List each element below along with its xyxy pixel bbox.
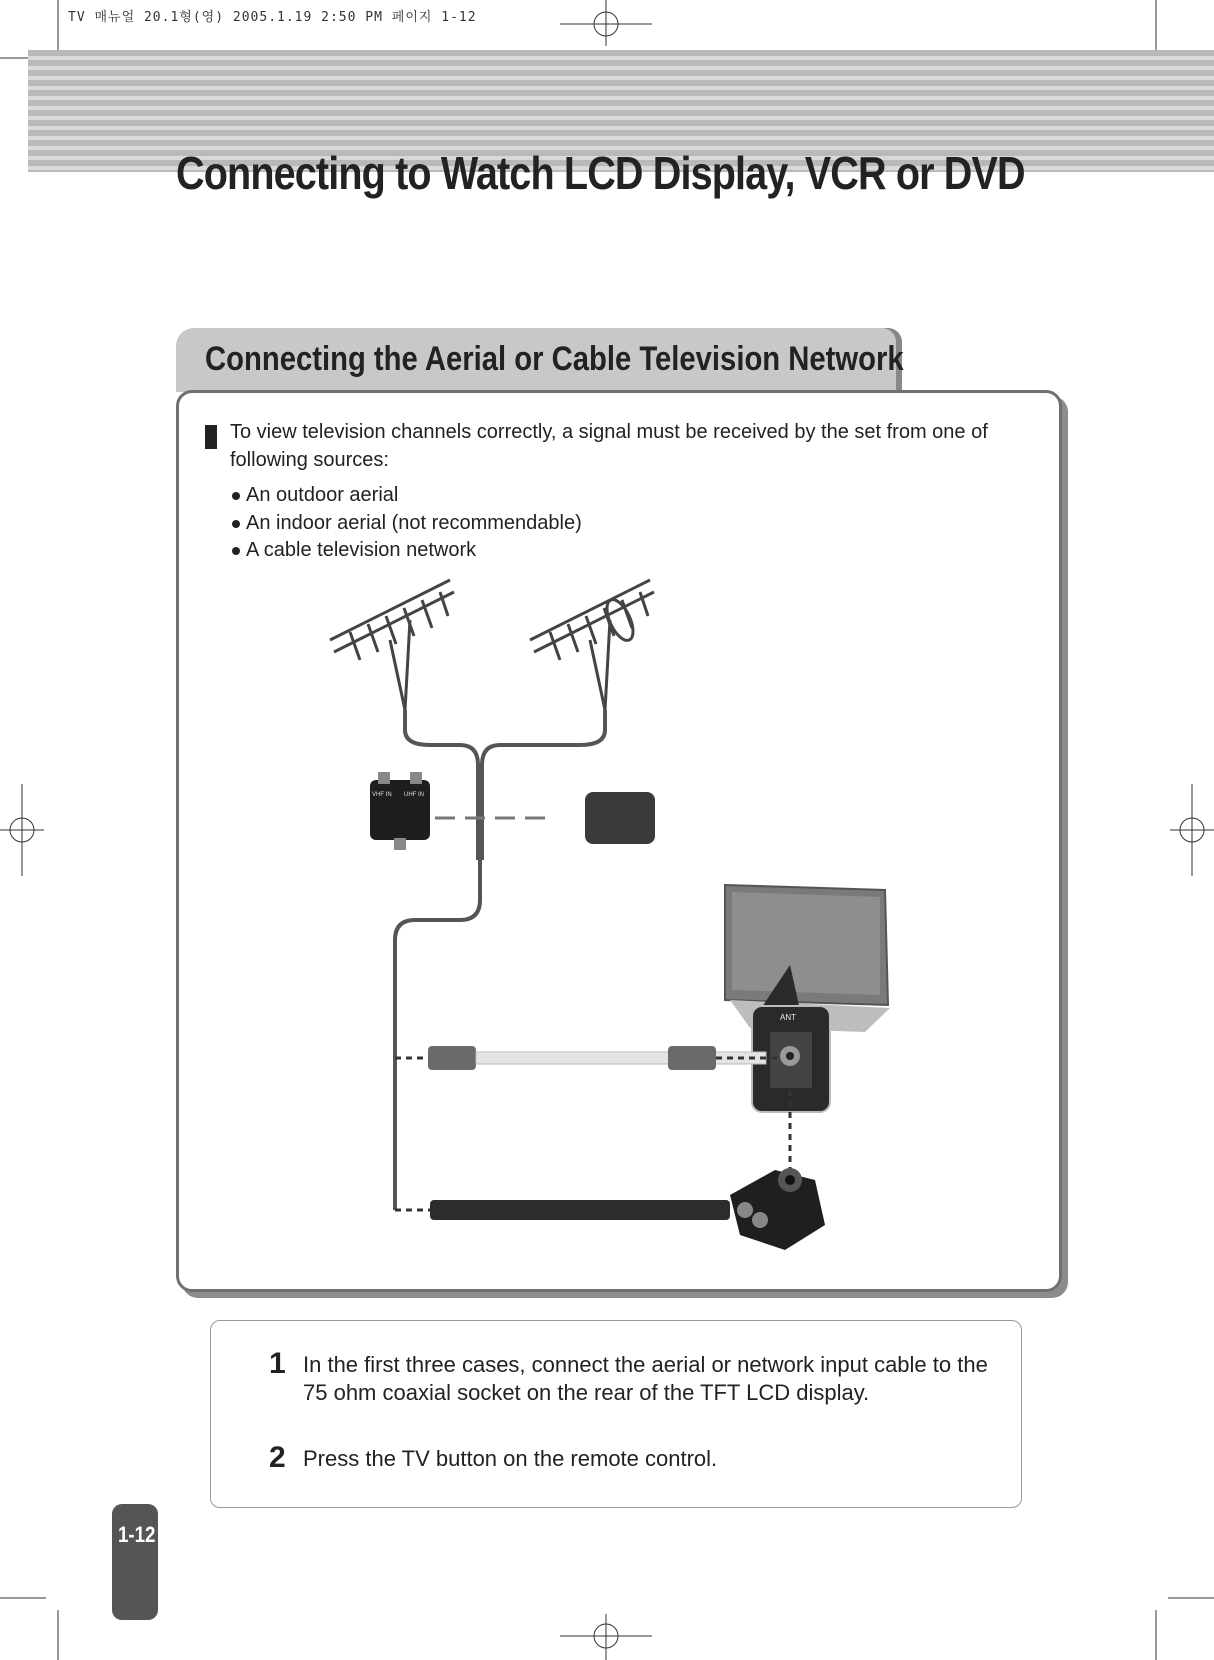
bullet-text: A cable television network (246, 539, 477, 561)
page-title: Connecting to Watch LCD Display, VCR or DVD (176, 147, 1025, 199)
bullet-dot-icon (232, 547, 240, 555)
bullet-text: An outdoor aerial (246, 484, 399, 506)
cable-box-icon (585, 792, 655, 844)
step-number: 1 (269, 1347, 286, 1380)
uhf-in-label: UHF IN (404, 792, 424, 798)
step-text: In the first three cases, connect the aerial or network input cable to the 75 ohm coaxial socket on the rear of the TFT LCD display. (303, 1352, 988, 1405)
ant-label: ANT (780, 1013, 796, 1022)
bullet-dot-icon (232, 520, 240, 528)
bullet-text: An indoor aerial (not recommendable) (246, 512, 582, 534)
print-header: TV 매뉴얼 20.1형(영) 2005.1.19 2:50 PM 페이지 1-12 (68, 10, 477, 25)
vhf-in-label: VHF IN (372, 792, 392, 798)
bullet-item (232, 484, 398, 507)
coax-cable-upper-icon (395, 1046, 780, 1070)
bullet-item (232, 539, 476, 562)
intro-text: To view television channels correctly, a signal must be received by the set from one of following sources: (230, 421, 988, 471)
bullet-item (232, 512, 582, 535)
balun-adapter-icon (730, 1168, 825, 1250)
section-title: Connecting the Aerial or Cable Television Network (205, 340, 904, 378)
flat-cable-lower-icon (395, 1200, 730, 1220)
connection-diagram (320, 570, 920, 1270)
bullet-dot-icon (232, 492, 240, 500)
page-number: 1-12 (118, 1522, 156, 1547)
step-text: Press the TV button on the remote control. (303, 1446, 718, 1471)
steps-box (210, 1320, 1022, 1508)
intro-marker (205, 425, 217, 449)
outdoor-aerial-left-icon (330, 580, 454, 710)
step-number: 2 (269, 1441, 286, 1474)
outdoor-aerial-right-icon (530, 580, 654, 710)
vhf-uhf-combiner-icon (370, 772, 430, 850)
